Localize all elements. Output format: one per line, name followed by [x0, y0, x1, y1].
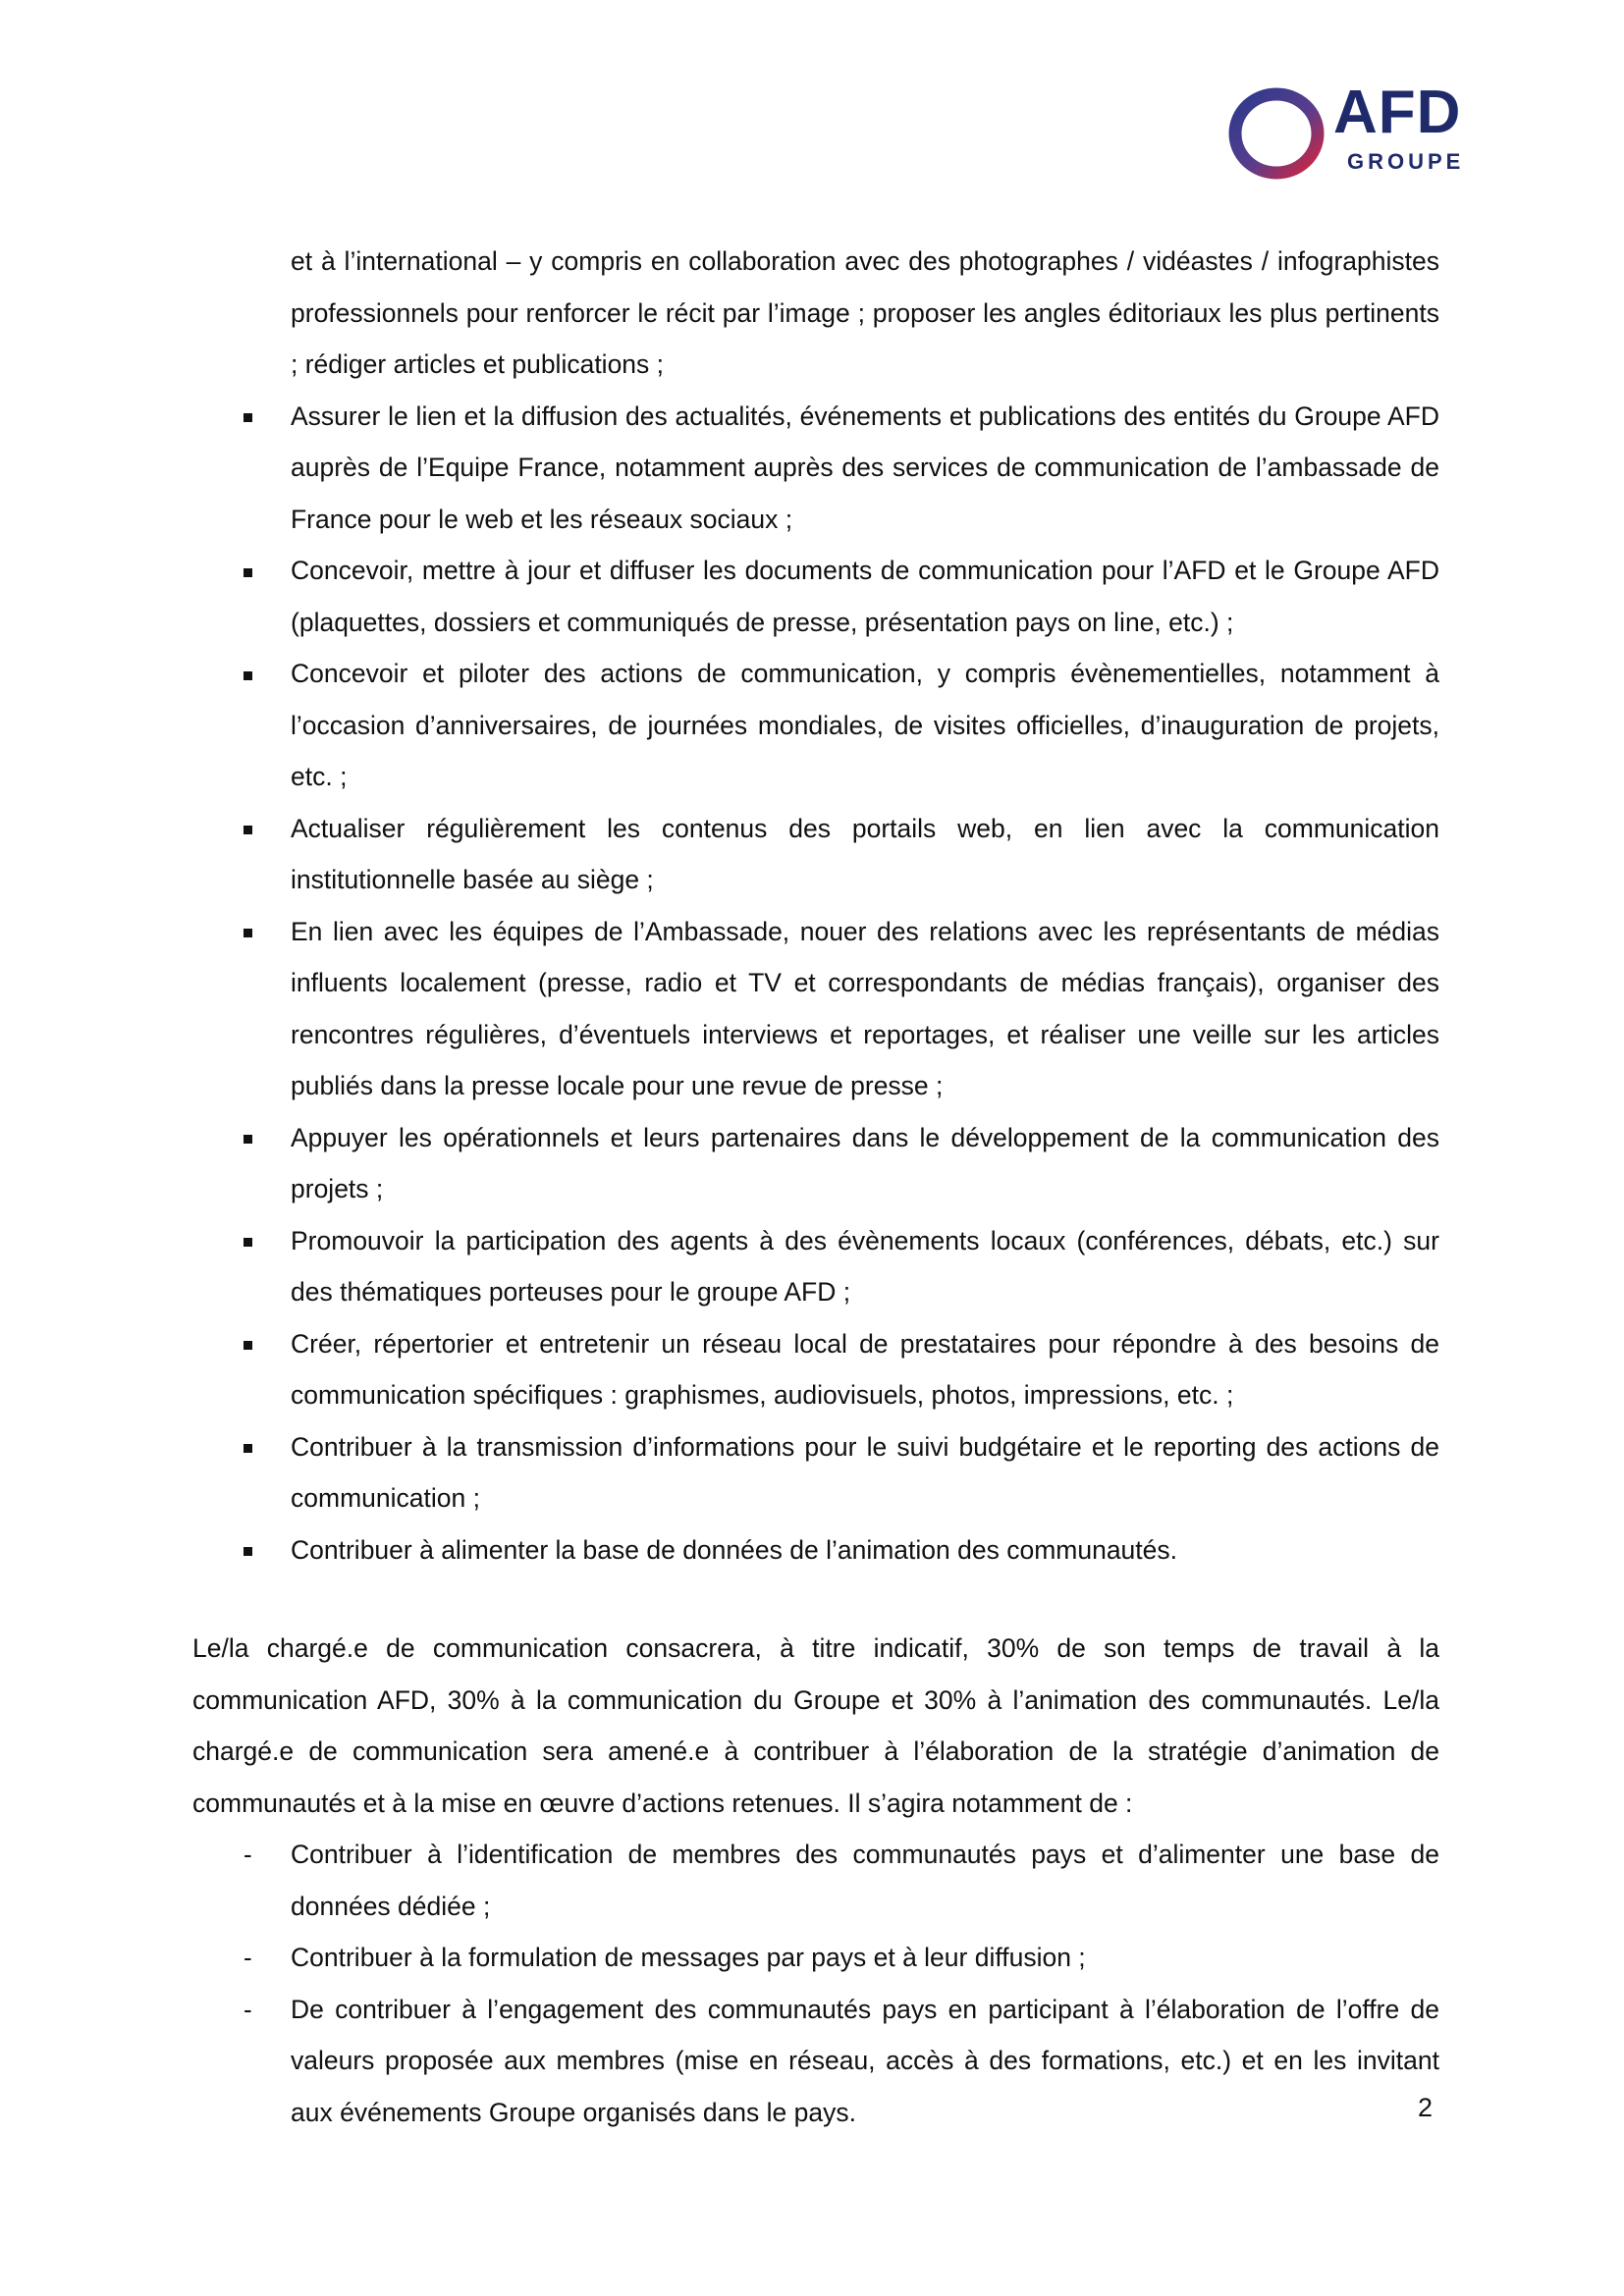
bullet-square-icon [244, 1524, 252, 1576]
bullet-square-icon [244, 545, 252, 597]
dash-marker: - [244, 1994, 252, 2024]
bullet-square-icon [244, 1421, 252, 1473]
document-body [192, 236, 1439, 2138]
dash-item: - De contribuer à l’engagement des communautés pays en participant à l’élaboration de l’offre de valeurs proposée aux membres (mise en réseau, accès à des formations, etc.) et en les invitant aux événements Groupe organisés dans le pays. [192, 1984, 1439, 2139]
logo-subtitle: GROUPE [1347, 149, 1465, 174]
bullet-item: Créer, répertorier et entretenir un réseau local de prestataires pour répondre à des besoins de communication spécifiques : graphismes, audiovisuels, photos, impressions, etc. ; [192, 1318, 1439, 1421]
bullet-square-icon [244, 1215, 252, 1267]
bullet-square-icon [244, 648, 252, 700]
bullet-item: Promouvoir la participation des agents à des évènements locaux (conférences, débats, etc.) sur des thématiques porteuses pour le groupe AFD ; [192, 1215, 1439, 1318]
dash-item: - Contribuer à l’identification de membres des communautés pays et d’alimenter une base de données dédiée ; [192, 1829, 1439, 1932]
bullet-square-icon [244, 391, 252, 443]
bullet-item: Concevoir, mettre à jour et diffuser les documents de communication pour l’AFD et le Groupe AFD (plaquettes, dossiers et communiqués de presse, présentation pays on line, etc.) ; [192, 545, 1439, 648]
bullet-square-icon [244, 906, 252, 958]
logo-wordmark: AFD [1333, 79, 1462, 146]
intro-continuation: et à l’international – y compris en collaboration avec des photographes / vidéastes / infographistes professionnels pour renforcer le récit par l’image ; proposer les angles éditoriaux les plus pertinents ; rédiger articles et publications ; [291, 246, 1439, 379]
logo-ring-icon [1225, 84, 1329, 183]
dash-marker: - [244, 1943, 252, 1972]
afd-groupe-logo [1225, 79, 1481, 183]
page-number: 2 [1418, 2093, 1434, 2122]
bullet-item: Concevoir et piloter des actions de communication, y compris évènementielles, notamment à l’occasion d’anniversaires, de journées mondiales, de visites officielles, d’inauguration de projets, etc. ; [192, 648, 1439, 803]
bullet-square-icon [244, 1112, 252, 1164]
dash-marker: - [244, 1840, 252, 1869]
bullet-item: Contribuer à la transmission d’informations pour le suivi budgétaire et le reporting des actions de communication ; [192, 1421, 1439, 1524]
bullet-square-icon [244, 803, 252, 855]
bullet-item: Actualiser régulièrement les contenus des portails web, en lien avec la communication institutionnelle basée au siège ; [192, 803, 1439, 906]
bullet-item: Assurer le lien et la diffusion des actualités, événements et publications des entités du Groupe AFD auprès de l’Equipe France, notamment auprès des services de communication de l’ambassade de France pour le web et les réseaux sociaux ; [192, 391, 1439, 546]
bullet-item: Contribuer à alimenter la base de données de l’animation des communautés. [192, 1524, 1439, 1576]
bullet-item: En lien avec les équipes de l’Ambassade, nouer des relations avec les représentants de médias influents localement (presse, radio et TV et correspondants de médias français), organiser des rencontres régulières, d’éventuels interviews et reportages, et réaliser une veille sur les articles publiés dans la presse locale pour une revue de presse ; [192, 906, 1439, 1112]
body-paragraph: Le/la chargé.e de communication consacrera, à titre indicatif, 30% de son temps de travail à la communication AFD, 30% à la communication du Groupe et 30% à l’animation des communautés. Le/la chargé.e de communication sera amené.e à contribuer à l’élaboration de la stratégie d’animation de communautés et à la mise en œuvre d’actions retenues. Il s’agira notamment de : [192, 1633, 1439, 1818]
bullet-item: Appuyer les opérationnels et leurs partenaires dans le développement de la communication des projets ; [192, 1112, 1439, 1215]
dash-list [192, 1829, 1439, 2138]
bullet-square-icon [244, 1318, 252, 1370]
dash-item: - Contribuer à la formulation de messages par pays et à leur diffusion ; [192, 1932, 1439, 1984]
bullet-list [192, 391, 1439, 1576]
